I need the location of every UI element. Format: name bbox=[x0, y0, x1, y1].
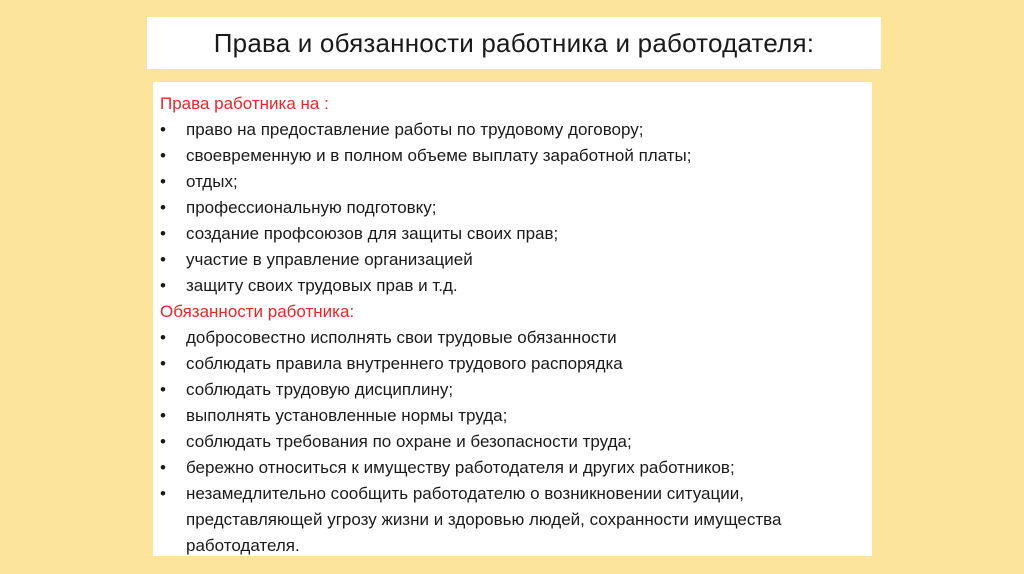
list-item bbox=[160, 169, 860, 195]
bullet-icon: • bbox=[160, 250, 166, 269]
bullet-icon: • bbox=[160, 120, 166, 139]
list-item-text: выполнять установленные нормы труда; bbox=[186, 406, 508, 425]
rights-list bbox=[160, 117, 860, 299]
bullet-icon: • bbox=[160, 406, 166, 425]
bullet-icon: • bbox=[160, 172, 166, 191]
list-item-text: участие в управление организацией bbox=[186, 250, 473, 269]
list-item bbox=[160, 325, 860, 351]
duties-list bbox=[160, 325, 860, 559]
list-item-text: право на предоставление работы по трудовому договору; bbox=[186, 120, 644, 139]
list-item bbox=[160, 273, 860, 299]
list-item bbox=[160, 195, 860, 221]
list-item-text: соблюдать трудовую дисциплину; bbox=[186, 380, 454, 399]
list-item-text: создание профсоюзов для защиты своих прав; bbox=[186, 224, 559, 243]
bullet-icon: • bbox=[160, 484, 166, 503]
list-item-text: добросовестно исполнять свои трудовые обязанности bbox=[186, 328, 617, 347]
bullet-icon: • bbox=[160, 198, 166, 217]
list-item bbox=[160, 143, 860, 169]
list-item bbox=[160, 247, 860, 273]
list-item-text: отдых; bbox=[186, 172, 238, 191]
rights-section bbox=[160, 91, 860, 299]
title-panel bbox=[147, 17, 881, 69]
duties-heading: Обязанности работника: bbox=[160, 302, 355, 321]
bullet-icon: • bbox=[160, 328, 166, 347]
duties-section bbox=[160, 299, 860, 559]
list-item-text: соблюдать требования по охране и безопасности труда; bbox=[186, 432, 632, 451]
list-item-text: своевременную и в полном объеме выплату заработной платы; bbox=[186, 146, 692, 165]
list-item bbox=[160, 455, 860, 481]
list-item bbox=[160, 117, 860, 143]
bullet-icon: • bbox=[160, 224, 166, 243]
bullet-icon: • bbox=[160, 276, 166, 295]
bullet-icon: • bbox=[160, 380, 166, 399]
list-item-text: профессиональную подготовку; bbox=[186, 198, 437, 217]
bullet-icon: • bbox=[160, 146, 166, 165]
bullet-icon: • bbox=[160, 458, 166, 477]
bullet-icon: • bbox=[160, 354, 166, 373]
list-item bbox=[160, 481, 860, 559]
list-item-text: защиту своих трудовых прав и т.д. bbox=[186, 276, 458, 295]
rights-heading: Права работника на : bbox=[160, 94, 329, 113]
list-item bbox=[160, 403, 860, 429]
list-item-text: незамедлительно сообщить работодателю о возникновении ситуации, представляющей угрозу жизни и здоровью людей, сохранности имущества работодателя. bbox=[186, 484, 782, 555]
slide-title: Права и обязанности работника и работодателя: bbox=[213, 27, 815, 58]
content-panel bbox=[153, 82, 872, 556]
list-item bbox=[160, 429, 860, 455]
list-item bbox=[160, 377, 860, 403]
list-item-text: соблюдать правила внутреннего трудового распорядка bbox=[186, 354, 623, 373]
list-item bbox=[160, 221, 860, 247]
list-item-text: бережно относиться к имуществу работодателя и других работников; bbox=[186, 458, 735, 477]
list-item bbox=[160, 351, 860, 377]
bullet-icon: • bbox=[160, 432, 166, 451]
